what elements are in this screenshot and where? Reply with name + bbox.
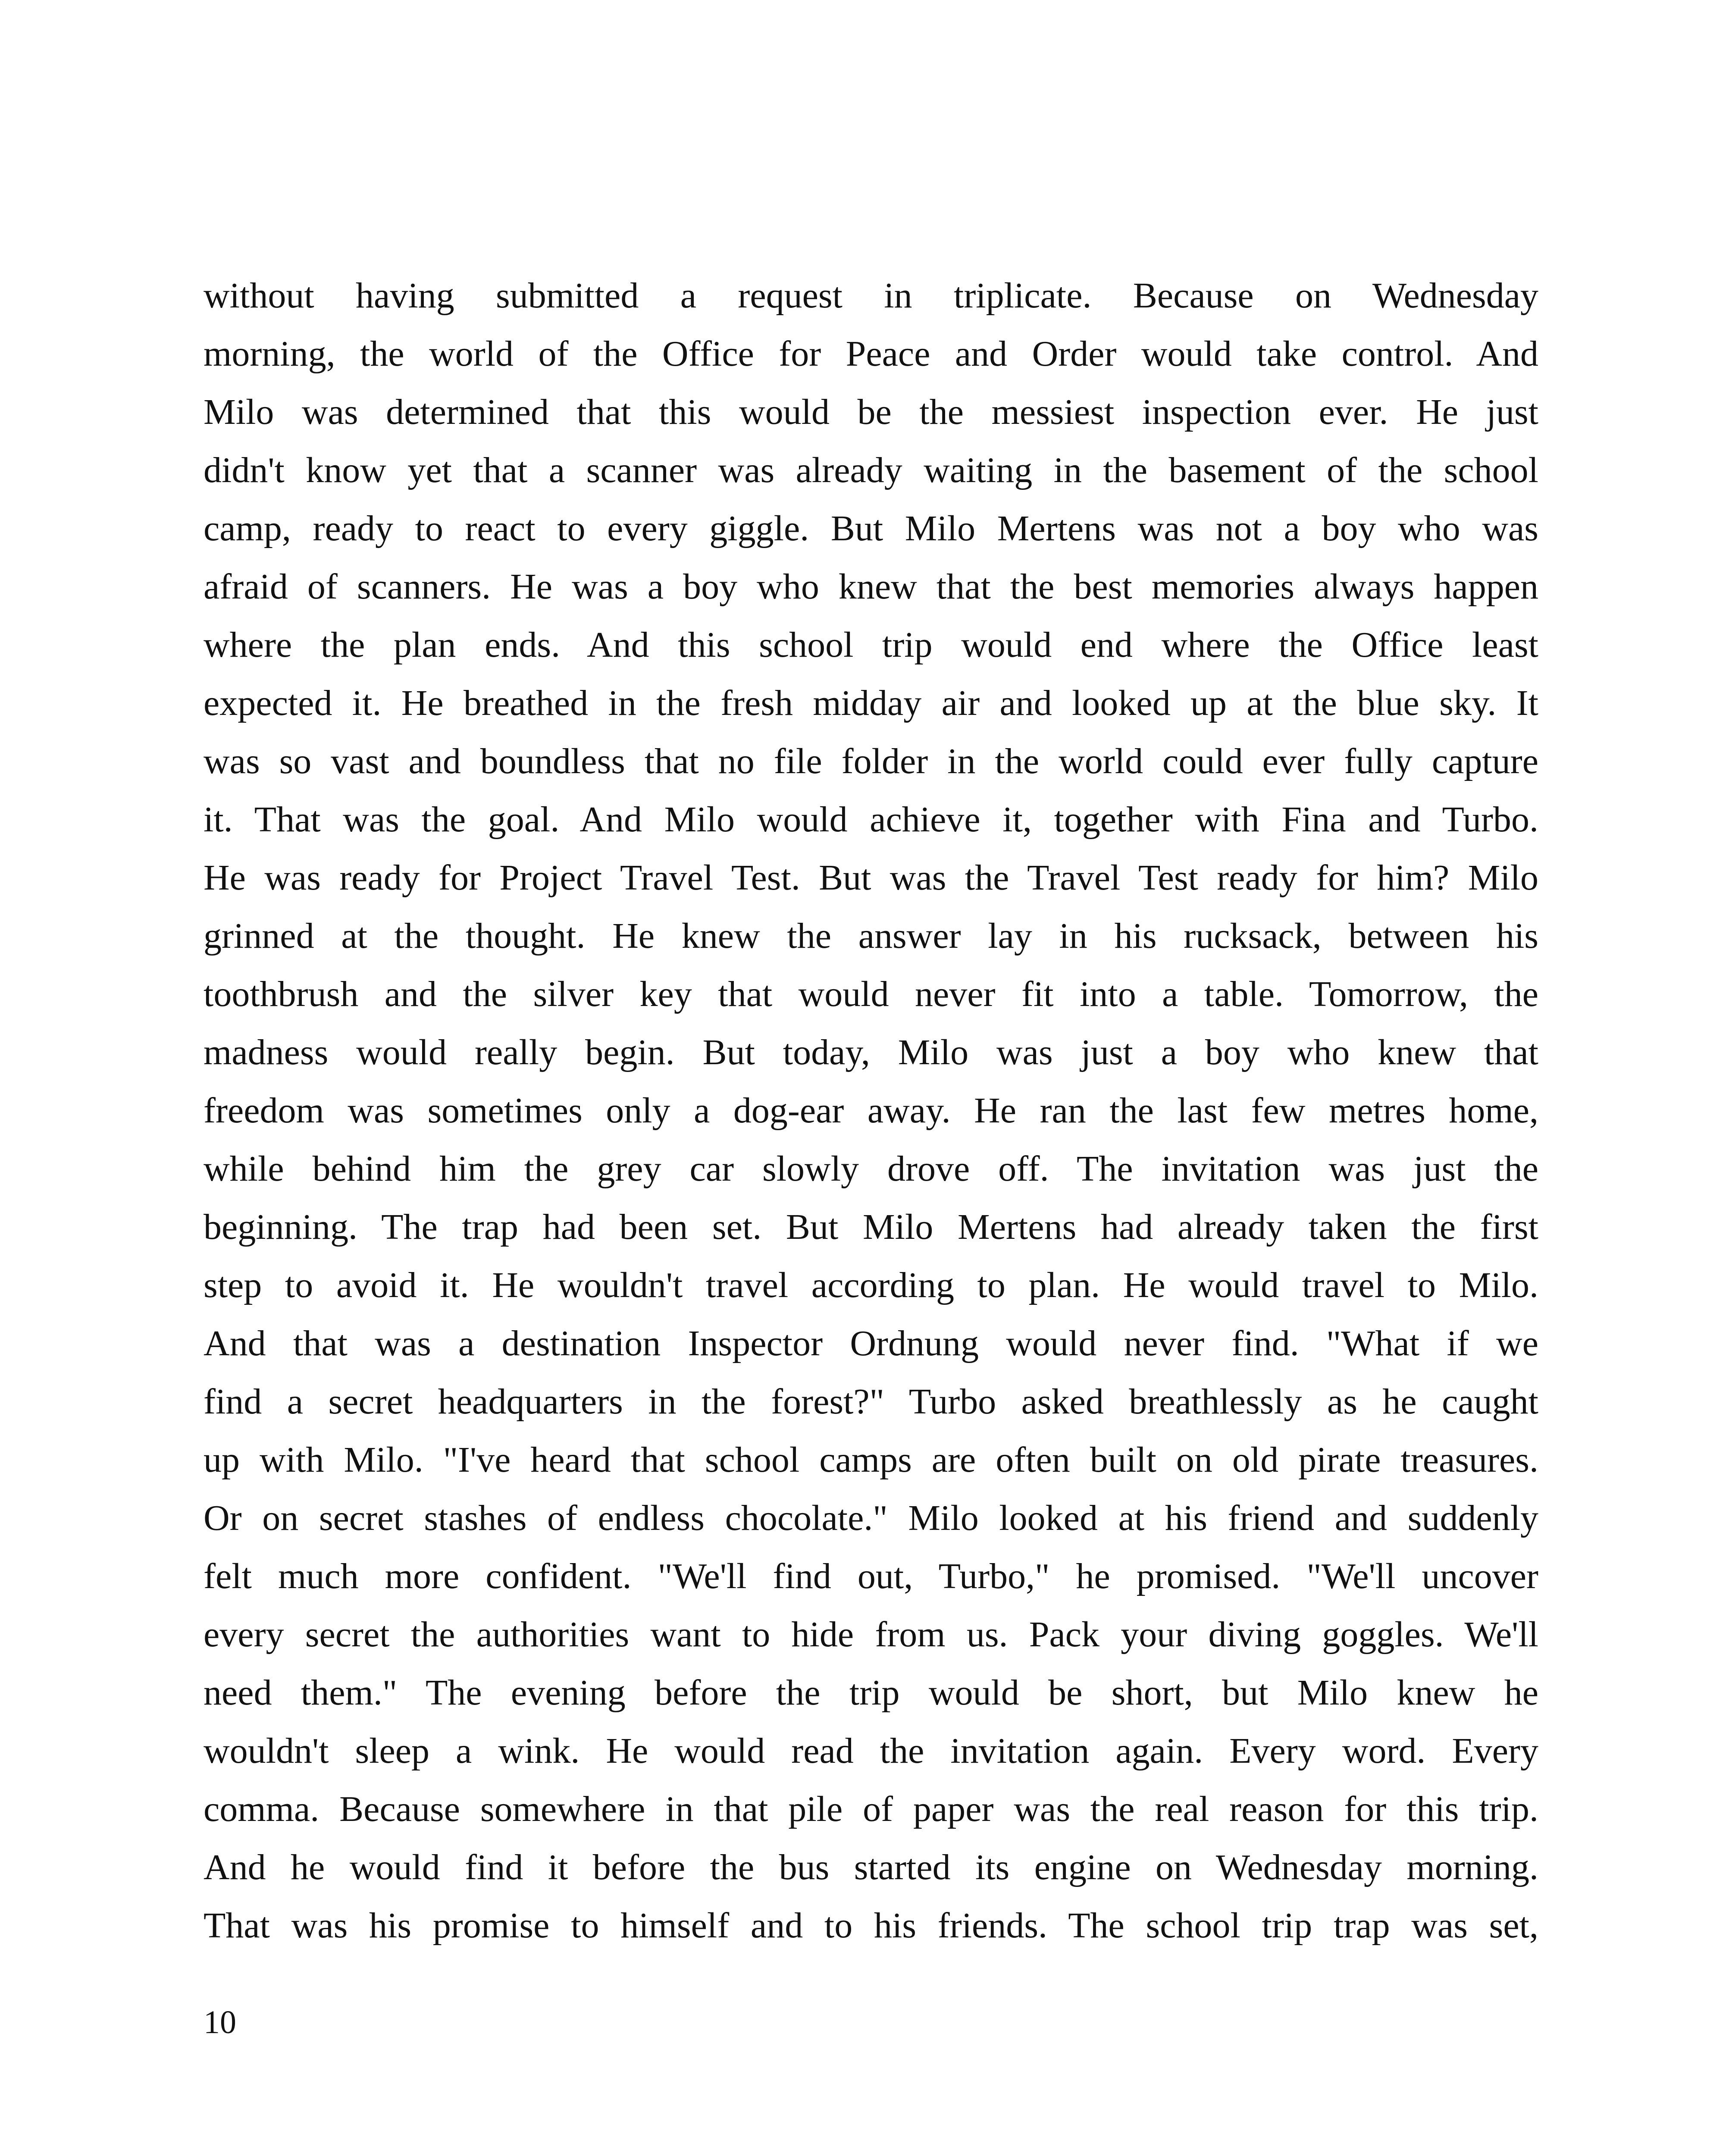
text-line: Or on secret stashes of endless chocolate." Milo looked at his friend and suddenly bbox=[204, 1498, 1538, 1538]
text-line: was so vast and boundless that no file folder in the world could ever fully capture bbox=[204, 741, 1538, 781]
text-line: where the plan ends. And this school trip would end where the Office least bbox=[204, 625, 1538, 665]
text-line: grinned at the thought. He knew the answer lay in his rucksack, between his bbox=[204, 916, 1538, 956]
text-line: up with Milo. "I've heard that school camps are often built on old pirate treasures. bbox=[204, 1440, 1538, 1480]
text-line: That was his promise to himself and to his friends. The school trip trap was set, bbox=[204, 1905, 1538, 1946]
text-line: He was ready for Project Travel Test. But was the Travel Test ready for him? Milo bbox=[204, 858, 1538, 898]
text-line: Milo was determined that this would be the messiest inspection ever. He just bbox=[204, 392, 1538, 432]
text-line: toothbrush and the silver key that would never fit into a table. Tomorrow, the bbox=[204, 974, 1538, 1014]
text-line: afraid of scanners. He was a boy who knew that the best memories always happen bbox=[204, 567, 1538, 607]
text-line: comma. Because somewhere in that pile of paper was the real reason for this trip. bbox=[204, 1789, 1538, 1829]
text-line: step to avoid it. He wouldn't travel according to plan. He would travel to Milo. bbox=[204, 1265, 1538, 1305]
text-line: wouldn't sleep a wink. He would read the invitation again. Every word. Every bbox=[204, 1731, 1538, 1771]
text-line: find a secret headquarters in the forest?" Turbo asked breathlessly as he caught bbox=[204, 1382, 1538, 1422]
text-line: need them." The evening before the trip would be short, but Milo knew he bbox=[204, 1673, 1538, 1713]
text-line: And he would find it before the bus started its engine on Wednesday morning. bbox=[204, 1847, 1538, 1887]
text-line: it. That was the goal. And Milo would achieve it, together with Fina and Turbo. bbox=[204, 799, 1538, 840]
text-line: morning, the world of the Office for Peace and Order would take control. And bbox=[204, 334, 1538, 374]
text-line: while behind him the grey car slowly drove off. The invitation was just the bbox=[204, 1149, 1538, 1189]
text-line: beginning. The trap had been set. But Milo Mertens had already taken the first bbox=[204, 1207, 1538, 1247]
text-line: expected it. He breathed in the fresh midday air and looked up at the blue sky. It bbox=[204, 683, 1538, 723]
text-line: camp, ready to react to every giggle. But Milo Mertens was not a boy who was bbox=[204, 508, 1538, 548]
text-line: without having submitted a request in triplicate. Because on Wednesday bbox=[204, 276, 1538, 316]
body-text bbox=[204, 266, 1538, 1955]
text-line: freedom was sometimes only a dog-ear away. He ran the last few metres home, bbox=[204, 1091, 1538, 1131]
text-line: every secret the authorities want to hide from us. Pack your diving goggles. We'll bbox=[204, 1614, 1538, 1655]
text-line: didn't know yet that a scanner was already waiting in the basement of the school bbox=[204, 450, 1538, 490]
text-line: madness would really begin. But today, Milo was just a boy who knew that bbox=[204, 1032, 1538, 1072]
page-number: 10 bbox=[204, 2004, 236, 2040]
text-line: And that was a destination Inspector Ordnung would never find. "What if we bbox=[204, 1323, 1538, 1363]
text-line: felt much more confident. "We'll find out, Turbo," he promised. "We'll uncover bbox=[204, 1556, 1538, 1596]
